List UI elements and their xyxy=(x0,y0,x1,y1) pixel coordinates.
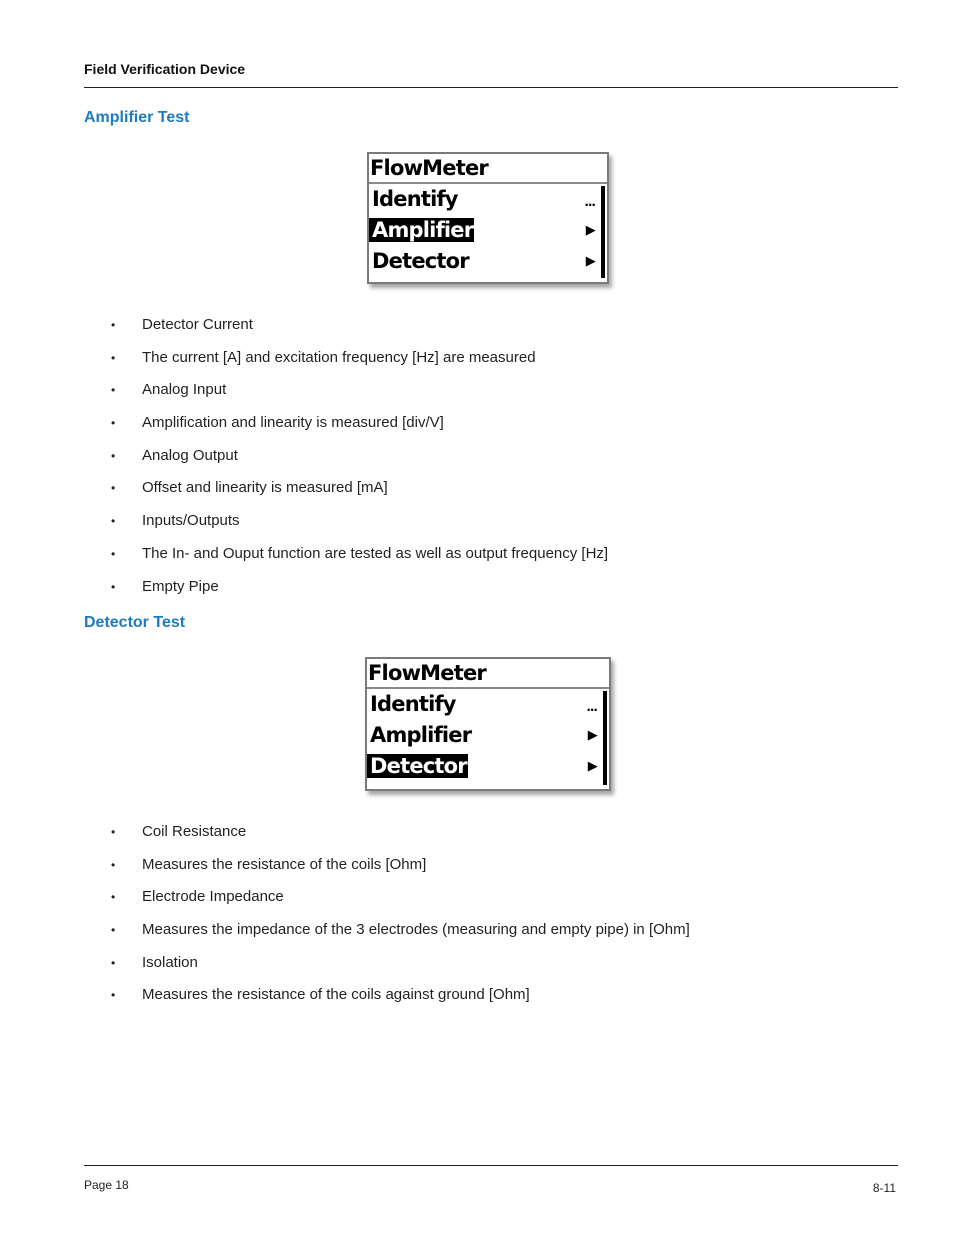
bullet-icon: • xyxy=(111,514,116,529)
arrow-right-icon: ▶ xyxy=(587,759,597,774)
lcd-menu-item-detector xyxy=(367,751,609,782)
list-item: • Analog Output xyxy=(111,446,238,464)
bullet-icon: • xyxy=(111,318,116,332)
arrow-right-icon: ▶ xyxy=(585,254,595,269)
amplifier-test-bullet-list xyxy=(111,316,608,610)
list-item: • Electrode Impedance xyxy=(111,888,284,906)
list-item: • Coil Resistance xyxy=(111,823,247,840)
list-item: • Measures the resistance of the coils against ground [Ohm] xyxy=(111,986,530,1004)
lcd-menu-item-identify xyxy=(367,689,609,720)
ellipsis-icon: ... xyxy=(586,700,597,714)
lcd-menu-item-label: Detector xyxy=(372,249,469,273)
list-item: • Analog Input xyxy=(111,381,227,399)
bullet-icon: • xyxy=(111,857,116,872)
list-item: • Empty Pipe xyxy=(111,577,219,595)
bullet-icon: • xyxy=(111,546,116,561)
lcd-menu-item-label-selected: Amplifier xyxy=(369,218,474,242)
lcd-menu-item-label: Amplifier xyxy=(370,723,472,747)
bullet-icon: • xyxy=(111,825,116,839)
bullet-icon: • xyxy=(111,448,116,463)
lcd-title: FlowMeter xyxy=(367,659,609,689)
bullet-icon: • xyxy=(111,988,116,1003)
arrow-right-icon: ▶ xyxy=(585,223,595,238)
bullet-icon: • xyxy=(111,923,116,938)
list-item: • Measures the resistance of the coils [Ohm] xyxy=(111,855,427,873)
bullet-icon: • xyxy=(111,579,116,594)
document-header-title: Field Verification Device xyxy=(84,61,246,77)
list-item: • Offset and linearity is measured [mA] xyxy=(111,479,388,497)
bullet-icon: • xyxy=(111,481,116,496)
list-item: • Detector Current xyxy=(111,316,253,333)
footer-section-number: 8-11 xyxy=(872,1181,896,1195)
list-item: • Isolation xyxy=(111,953,198,971)
list-item: • The current [A] and excitation frequency [Hz] are measured xyxy=(111,348,536,366)
ellipsis-icon: ... xyxy=(584,195,595,209)
arrow-right-icon: ▶ xyxy=(587,728,597,743)
bullet-icon: • xyxy=(111,416,116,431)
list-item: • The In- and Ouput function are tested as well as output frequency [Hz] xyxy=(111,544,609,562)
section-heading-amplifier-test: Amplifier Test xyxy=(84,109,190,126)
lcd-menu-screenshot xyxy=(365,657,611,791)
lcd-menu-item-amplifier xyxy=(369,215,607,246)
list-item: • Amplification and linearity is measured [div/V] xyxy=(111,414,444,432)
lcd-title: FlowMeter xyxy=(369,154,607,184)
lcd-scrollbar xyxy=(603,691,607,785)
footer-divider xyxy=(84,1165,898,1166)
list-item: • Measures the impedance of the 3 electrodes (measuring and empty pipe) in [Ohm] xyxy=(111,921,690,939)
lcd-menu-item-label: Identify xyxy=(370,692,456,716)
lcd-menu-item-label: Identify xyxy=(372,187,458,211)
bullet-icon: • xyxy=(111,890,116,905)
lcd-menu-item-label-selected: Detector xyxy=(367,754,468,778)
lcd-menu-item-detector xyxy=(369,246,607,277)
list-item: • Inputs/Outputs xyxy=(111,512,240,530)
section-heading-detector-test: Detector Test xyxy=(84,614,186,631)
detector-test-bullet-list xyxy=(111,823,690,1019)
lcd-menu-item-amplifier xyxy=(367,720,609,751)
bullet-icon: • xyxy=(111,383,116,398)
header-divider xyxy=(84,87,898,88)
bullet-icon: • xyxy=(111,955,116,970)
bullet-icon: • xyxy=(111,350,116,365)
lcd-scrollbar xyxy=(601,186,605,278)
lcd-menu-screenshot xyxy=(367,152,609,284)
lcd-menu-item-identify xyxy=(369,184,607,215)
footer-page-label: Page 18 xyxy=(84,1178,129,1192)
